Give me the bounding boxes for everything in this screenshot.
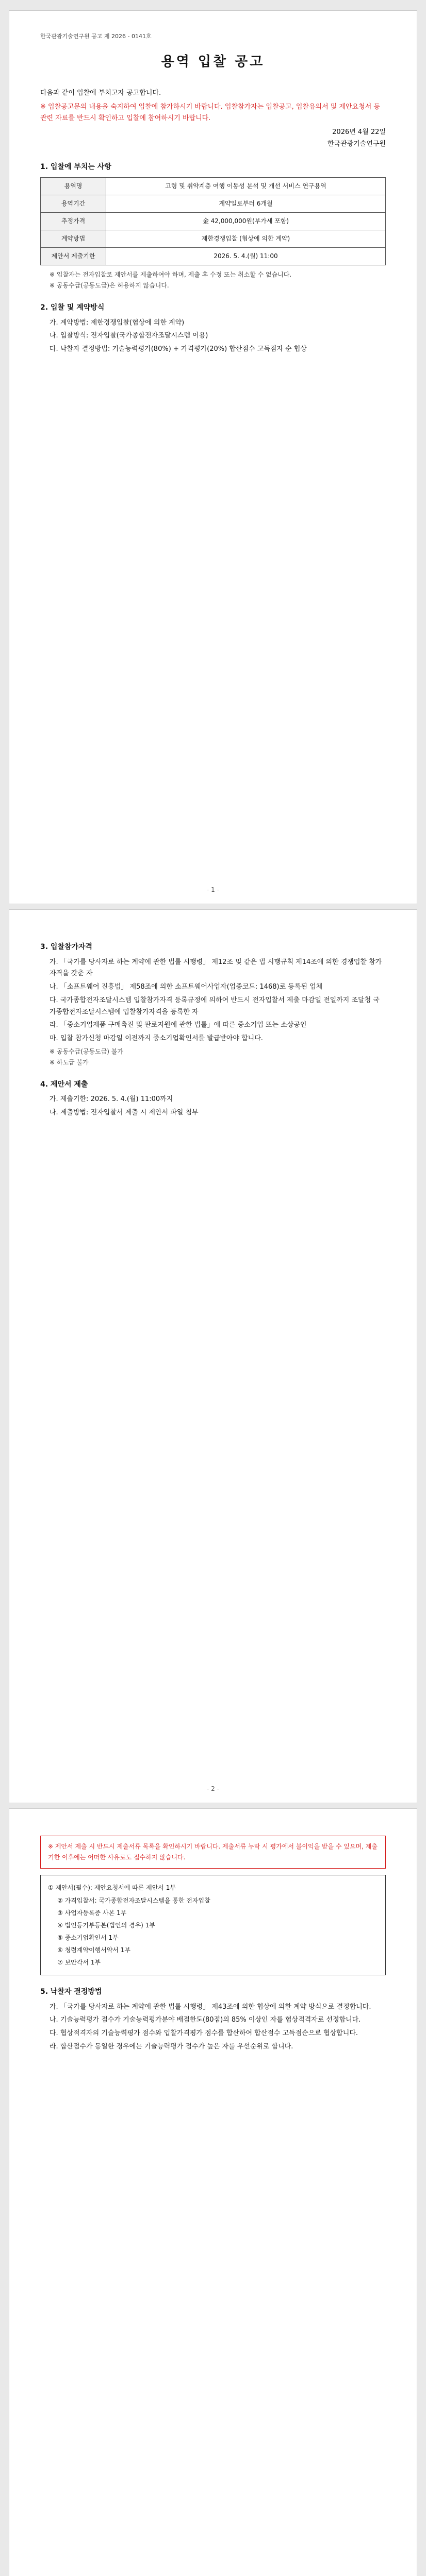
list-item: 가. 「국가를 당사자로 하는 계약에 관한 법률 시행령」 제12조 및 같은 법 시행규칙 제14조에 의한 경쟁입찰 참가자격을 갖춘 자: [50, 958, 382, 978]
submission-list-box: [40, 1875, 386, 1975]
section-heading: 5. 낙찰자 결정방법: [40, 1988, 102, 1996]
table-value: 2026. 5. 4.(월) 11:00: [106, 248, 386, 265]
notice-date: 2026년 4월 22일: [332, 128, 386, 136]
table-row: [41, 230, 386, 248]
table-row: [41, 195, 386, 213]
red-notice: ※ 입찰공고문의 내용을 숙지하여 입찰에 참가하시기 바랍니다. 입찰참가자는 입찰공고, 입찰유의서 및 제안요청서 등 관련 자료를 반드시 확인하고 입찰에 참여하시기 바랍니다.: [40, 103, 380, 123]
list-item: 나. 「소프트웨어 진흥법」 제58조에 의한 소프트웨어사업자(업종코드: 1468)로 등록된 업체: [50, 983, 323, 991]
list-item: ① 제안서(필수): 제안요청서에 따른 제안서 1부: [48, 1884, 176, 1891]
list-item: 가. 제출기한: 2026. 5. 4.(월) 11:00까지: [50, 1095, 173, 1104]
table-value: 金 42,000,000원(부가세 포함): [106, 213, 386, 230]
list-item: 라. 「중소기업제품 구매촉진 및 판로지원에 관한 법률」에 따른 중소기업 또는 소상공인: [50, 1021, 307, 1029]
notice-number: 한국관광기술연구원 공고 제 2026 - 0141호: [40, 33, 152, 40]
document-title: 용역 입찰 공고: [161, 54, 265, 70]
list-item: ③ 사업자등록증 사본 1부: [57, 1909, 127, 1917]
table-value: 계약일로부터 6개월: [106, 195, 386, 213]
table-key: 제안서 제출기한: [41, 248, 106, 265]
table-row: [41, 178, 386, 195]
note: ※ 공동수급(공동도급)은 허용하지 않습니다.: [50, 282, 169, 289]
list-item: ⑦ 보안각서 1부: [57, 1959, 101, 1966]
table-key: 용역기간: [41, 195, 106, 213]
table-key: 추정가격: [41, 213, 106, 230]
section-heading: 2. 입찰 및 계약방식: [40, 303, 105, 312]
list-item: ② 가격입찰서: 국가종합전자조달시스템을 통한 전자입찰: [57, 1897, 210, 1904]
list-item: 가. 「국가를 당사자로 하는 계약에 관한 법률 시행령」 제43조에 의한 협상에 의한 계약 방식으로 결정합니다.: [50, 2003, 371, 2011]
list-item: 라. 합산점수가 동일한 경우에는 기술능력평가 점수가 높은 자를 우선순위로 합니다.: [50, 2042, 293, 2050]
table-key: 용역명: [41, 178, 106, 195]
list-item: 마. 입찰 참가신청 마감일 이전까지 중소기업확인서를 발급받아야 합니다.: [50, 1035, 263, 1042]
notice-issuer: 한국관광기술연구원: [327, 140, 386, 148]
table-row: [41, 248, 386, 265]
section-heading: 1. 입찰에 부치는 사항: [40, 162, 111, 171]
table-value: 고령 및 취약계층 여행 이동성 분석 및 개선 서비스 연구용역: [106, 178, 386, 195]
list-item: 나. 입찰방식: 전자입찰(국가종합전자조달시스템 이용): [50, 332, 208, 340]
note: ※ 공동수급(공동도급) 불가: [50, 1047, 123, 1055]
list-item: 나. 기술능력평가 점수가 기술능력평가분야 배점한도(80점)의 85% 이상인 자를 협상적격자로 선정합니다.: [50, 2016, 361, 2024]
section-heading: 4. 제안서 제출: [40, 1080, 88, 1089]
table-value: 제한경쟁입찰 (협상에 의한 계약): [106, 230, 386, 248]
red-warning-box: ※ 제안서 제출 시 반드시 제출서류 목록을 확인하시기 바랍니다. 제출서류 누락 시 평가에서 불이익을 받을 수 있으며, 제출기한 이후에는 어떠한 사유로도 접수하지 않습니다.: [40, 1836, 386, 1869]
list-item: 다. 협상적격자의 기술능력평가 점수와 입찰가격평가 점수를 합산하여 합산점수 고득점순으로 협상합니다.: [50, 2029, 358, 2037]
bid-info-table: [40, 177, 386, 265]
note: ※ 하도급 불가: [50, 1058, 89, 1066]
list-item: 다. 낙찰자 결정방법: 기술능력평가(80%) + 가격평가(20%) 합산점수 고득점자 순 협상: [50, 345, 307, 353]
intro-line: 다음과 같이 입찰에 부치고자 공고합니다.: [40, 89, 161, 97]
list-item: 가. 계약방법: 제한경쟁입찰(협상에 의한 계약): [50, 318, 185, 327]
list-item: ④ 법인등기부등본(법인의 경우) 1부: [57, 1922, 155, 1929]
list-item: 나. 제출방법: 전자입찰서 제출 시 제안서 파일 첨부: [50, 1109, 199, 1116]
table-key: 계약방법: [41, 230, 106, 248]
section-heading: 3. 입찰참가자격: [40, 943, 93, 951]
list-item: ⑥ 청렴계약이행서약서 1부: [57, 1946, 130, 1954]
list-item: 다. 국가종합전자조달시스템 입찰참가자격 등록규정에 의하여 반드시 전자입찰서 제출 마감일 전일까지 조달청 국가종합전자조달시스템에 입찰참가자격을 등록한 자: [50, 996, 380, 1016]
page-number: - 1 -: [207, 886, 219, 893]
page-number: - 2 -: [207, 1785, 219, 1792]
note: ※ 입찰자는 전자입찰로 제안서를 제출하여야 하며, 제출 후 수정 또는 취소할 수 없습니다.: [50, 271, 292, 278]
document-page-2: [9, 909, 417, 1803]
document-page-1: [9, 10, 417, 904]
list-item: ⑤ 중소기업확인서 1부: [57, 1934, 119, 1941]
table-row: [41, 213, 386, 230]
document-page-3: [9, 1808, 417, 2576]
